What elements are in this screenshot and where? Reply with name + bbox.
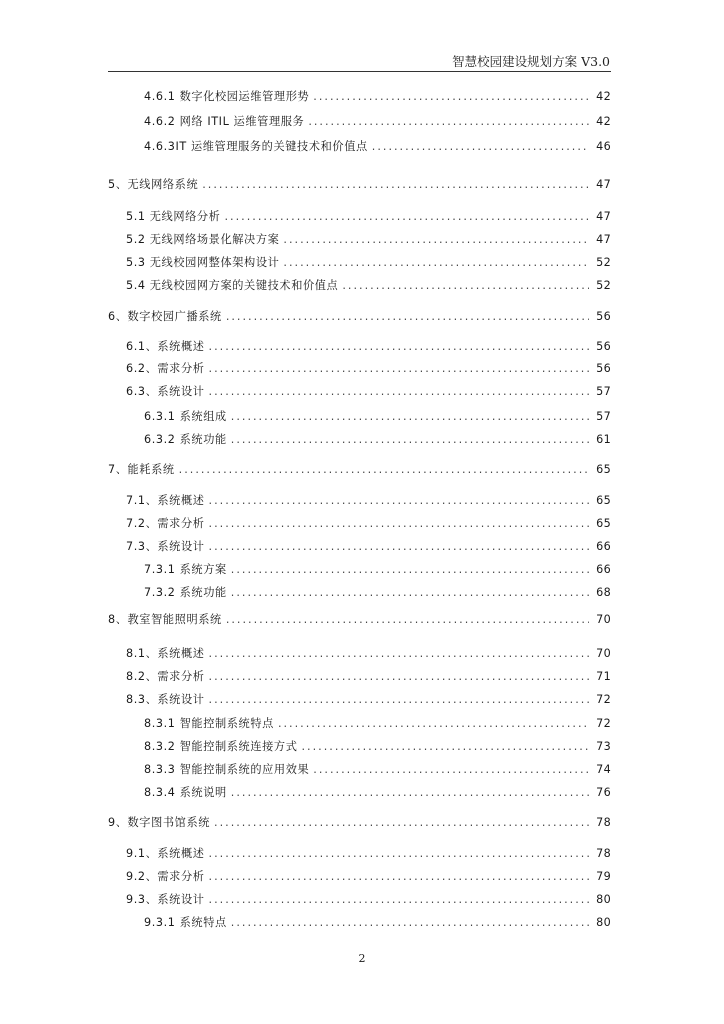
toc-entry[interactable]	[108, 431, 611, 449]
toc-entry-title: 7.3.1 系统方案	[144, 563, 227, 576]
toc-entry-title: 8.3.2 智能控制系统连接方式	[144, 740, 298, 753]
toc-entry-page: 72	[596, 717, 611, 730]
toc-entry-title: 8.3.3 智能控制系统的应用效果	[144, 763, 310, 776]
toc-entry-title: 6.1、系统概述	[126, 340, 205, 353]
toc-leader-dots	[308, 115, 589, 128]
toc-entry[interactable]	[108, 492, 611, 510]
toc-entry-title: 5.1 无线网络分析	[126, 210, 221, 223]
toc-entry[interactable]	[108, 308, 611, 326]
toc-leader-dots	[209, 693, 589, 706]
toc-entry-page: 80	[596, 893, 611, 906]
toc-entry[interactable]	[108, 761, 611, 779]
toc-entry-page: 46	[596, 140, 611, 153]
toc-entry[interactable]	[108, 176, 611, 194]
toc-leader-dots	[231, 786, 589, 799]
toc-entry[interactable]	[108, 914, 611, 932]
toc-leader-dots	[231, 410, 589, 423]
toc-entry-page: 57	[596, 410, 611, 423]
toc-leader-dots	[283, 233, 589, 246]
toc-entry-page: 61	[596, 433, 611, 446]
toc-leader-dots	[342, 279, 589, 292]
toc-entry[interactable]	[108, 784, 611, 802]
toc-leader-dots	[231, 433, 589, 446]
toc-entry-page: 52	[596, 256, 611, 269]
toc-leader-dots	[313, 90, 589, 103]
toc-leader-dots	[372, 140, 589, 153]
toc-leader-dots	[209, 893, 589, 906]
toc-entry[interactable]	[108, 668, 611, 686]
toc-entry-title: 6、数字校园广播系统	[108, 310, 222, 323]
toc-leader-dots	[209, 494, 589, 507]
toc-entry[interactable]	[108, 891, 611, 909]
toc-entry-title: 6.3.1 系统组成	[144, 410, 227, 423]
toc-leader-dots	[278, 717, 589, 730]
toc-entry-page: 66	[596, 563, 611, 576]
toc-leader-dots	[209, 517, 589, 530]
toc-entry-page: 56	[596, 340, 611, 353]
toc-entry[interactable]	[108, 691, 611, 709]
toc-entry[interactable]	[108, 715, 611, 733]
toc-leader-dots	[283, 256, 589, 269]
toc-entry-page: 57	[596, 385, 611, 398]
toc-leader-dots	[209, 670, 589, 683]
toc-leader-dots	[231, 563, 589, 576]
toc-entry-page: 78	[596, 816, 611, 829]
toc-entry[interactable]	[108, 584, 611, 602]
toc-entry-page: 47	[596, 233, 611, 246]
toc-entry-title: 8.3.4 系统说明	[144, 786, 227, 799]
toc-entry-title: 8.2、需求分析	[126, 670, 205, 683]
toc-entry[interactable]	[108, 814, 611, 832]
toc-entry-page: 56	[596, 362, 611, 375]
toc-leader-dots	[209, 847, 589, 860]
toc-entry[interactable]	[108, 461, 611, 479]
running-header-title: 智慧校园建设规划方案 V3.0	[452, 54, 610, 69]
toc-entry-page: 68	[596, 586, 611, 599]
toc-entry[interactable]	[108, 408, 611, 426]
toc-entry-page: 76	[596, 786, 611, 799]
toc-entry-page: 70	[596, 613, 611, 626]
toc-entry-page: 74	[596, 763, 611, 776]
toc-entry[interactable]	[108, 208, 611, 226]
toc-entry-page: 65	[596, 517, 611, 530]
toc-entry-page: 42	[596, 90, 611, 103]
toc-entry-title: 4.6.1 数字化校园运维管理形势	[144, 90, 310, 103]
toc-entry[interactable]	[108, 611, 611, 629]
toc-leader-dots	[209, 647, 589, 660]
toc-entry-title: 9.3.1 系统特点	[144, 916, 227, 929]
toc-leader-dots	[209, 340, 589, 353]
toc-leader-dots	[209, 870, 589, 883]
toc-entry-page: 78	[596, 847, 611, 860]
toc-entry-title: 8.3、系统设计	[126, 693, 205, 706]
toc-leader-dots	[231, 586, 589, 599]
toc-leader-dots	[209, 385, 589, 398]
toc-entry[interactable]	[108, 515, 611, 533]
toc-entry-title: 6.3、系统设计	[126, 385, 205, 398]
toc-entry[interactable]	[108, 338, 611, 356]
toc-leader-dots	[231, 916, 589, 929]
toc-leader-dots	[179, 463, 589, 476]
toc-entry-title: 5.2 无线网络场景化解决方案	[126, 233, 280, 246]
toc-leader-dots	[313, 763, 589, 776]
toc-entry-page: 42	[596, 115, 611, 128]
toc-entry-title: 4.6.3IT 运维管理服务的关键技术和价值点	[144, 140, 368, 153]
toc-entry-title: 7.3.2 系统功能	[144, 586, 227, 599]
toc-leader-dots	[202, 178, 589, 191]
toc-entry[interactable]	[108, 360, 611, 378]
toc-entry-page: 79	[596, 870, 611, 883]
toc-leader-dots	[224, 210, 589, 223]
toc-entry-page: 70	[596, 647, 611, 660]
toc-entry[interactable]	[108, 138, 611, 156]
toc-entry[interactable]	[108, 561, 611, 579]
toc-entry-page: 65	[596, 463, 611, 476]
toc-leader-dots	[302, 740, 590, 753]
toc-entry[interactable]	[108, 845, 611, 863]
header-rule	[108, 71, 611, 72]
toc-entry-page: 73	[596, 740, 611, 753]
toc-leader-dots	[214, 816, 589, 829]
toc-leader-dots	[226, 613, 589, 626]
toc-entry-title: 9.3、系统设计	[126, 893, 205, 906]
toc-leader-dots	[209, 362, 589, 375]
toc-entry-page: 56	[596, 310, 611, 323]
toc-entry[interactable]	[108, 383, 611, 401]
page-number: 2	[358, 952, 366, 965]
toc-entry[interactable]	[108, 538, 611, 556]
toc-entry-title: 6.3.2 系统功能	[144, 433, 227, 446]
toc-entry[interactable]	[108, 254, 611, 272]
toc-entry-title: 5.4 无线校园网方案的关键技术和价值点	[126, 279, 339, 292]
toc-entry[interactable]	[108, 868, 611, 886]
toc-leader-dots	[226, 310, 589, 323]
toc-entry-page: 72	[596, 693, 611, 706]
toc-entry-page: 80	[596, 916, 611, 929]
toc-entry-page: 71	[596, 670, 611, 683]
toc-entry-title: 4.6.2 网络 ITIL 运维管理服务	[144, 115, 305, 128]
toc-entry-title: 8.1、系统概述	[126, 647, 205, 660]
toc-entry-title: 9.1、系统概述	[126, 847, 205, 860]
toc-entry-page: 65	[596, 494, 611, 507]
toc-entry-page: 66	[596, 540, 611, 553]
toc-entry[interactable]	[108, 113, 611, 131]
toc-entry-title: 9.2、需求分析	[126, 870, 205, 883]
toc-entry-title: 7.3、系统设计	[126, 540, 205, 553]
toc-entry-page: 47	[596, 210, 611, 223]
toc-entry[interactable]	[108, 88, 611, 106]
toc-entry-title: 7、能耗系统	[108, 463, 175, 476]
toc-leader-dots	[209, 540, 589, 553]
toc-entry-title: 9、数字图书馆系统	[108, 816, 211, 829]
toc-entry[interactable]	[108, 231, 611, 249]
toc-entry[interactable]	[108, 738, 611, 756]
toc-entry[interactable]	[108, 277, 611, 295]
toc-entry-title: 6.2、需求分析	[126, 362, 205, 375]
toc-entry-title: 8、教室智能照明系统	[108, 613, 222, 626]
toc-entry-title: 7.2、需求分析	[126, 517, 205, 530]
toc-entry[interactable]	[108, 645, 611, 663]
toc-entry-title: 5.3 无线校园网整体架构设计	[126, 256, 280, 269]
toc-entry-title: 8.3.1 智能控制系统特点	[144, 717, 274, 730]
toc-entry-page: 47	[596, 178, 611, 191]
toc-entry-page: 52	[596, 279, 611, 292]
toc-entry-title: 7.1、系统概述	[126, 494, 205, 507]
toc-entry-title: 5、无线网络系统	[108, 178, 199, 191]
